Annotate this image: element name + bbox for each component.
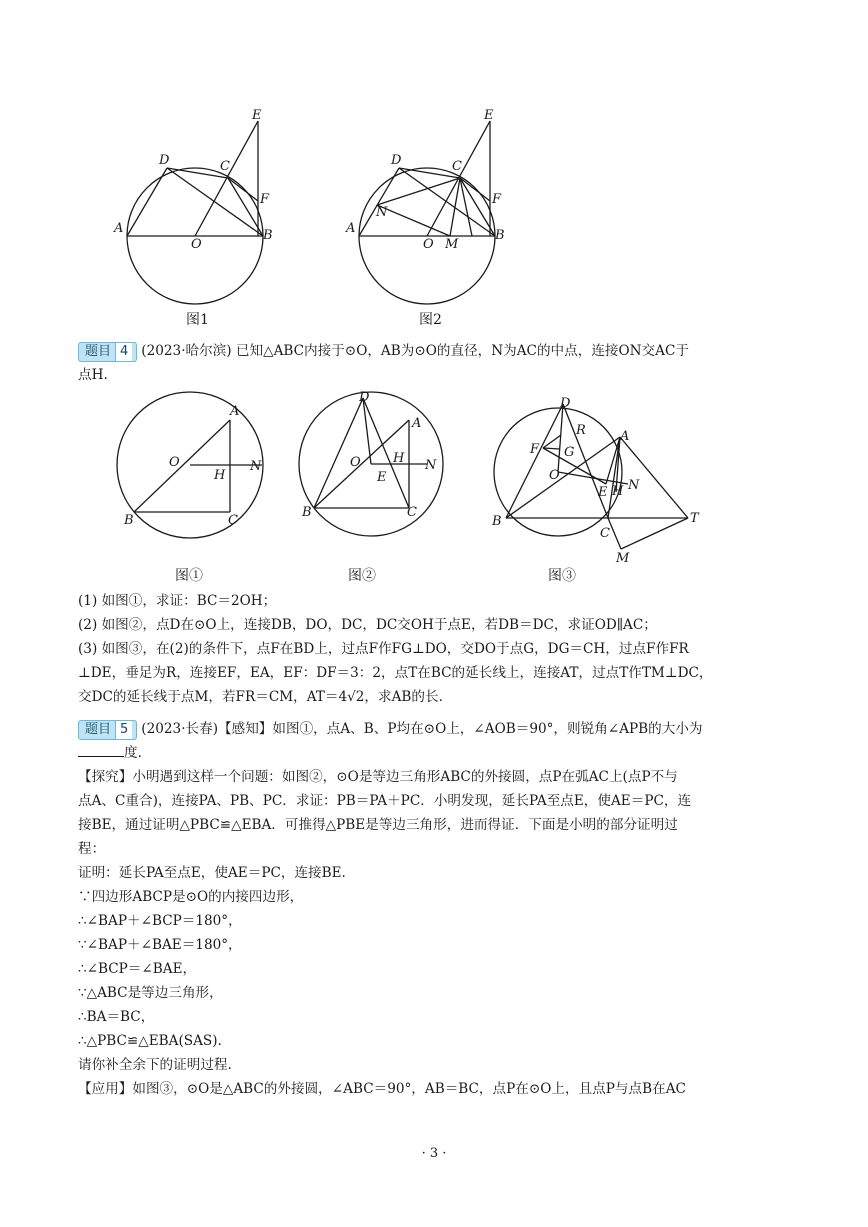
problem4-question-2: (2) 如图②，点D在⊙O上，连接DB，DO，DC，DC交OH于点E，若DB＝DC，求证OD∥AC； bbox=[78, 617, 657, 633]
top-fig1-label-d: D bbox=[159, 153, 170, 168]
p4-fig3-label-e: E bbox=[598, 485, 608, 500]
top-figure-2-diagram bbox=[342, 108, 512, 308]
top-figure-1-caption: 图1 bbox=[186, 312, 209, 328]
problem4-question-3-line1: (3) 如图③，在(2)的条件下，点F在BD上，过点F作FG⊥DO，交DO于点G，DG＝CH，过点F作FR bbox=[78, 641, 689, 657]
top-figure-1-diagram bbox=[110, 108, 280, 308]
problem4-figure-2-diagram bbox=[297, 390, 447, 530]
problem4-badge-number: 4 bbox=[115, 343, 132, 361]
problem4-figure-3 bbox=[488, 392, 708, 567]
p4-fig3-label-a: A bbox=[620, 429, 630, 444]
p4-fig1-label-b: B bbox=[124, 513, 134, 528]
problem5-badge-label: 题目 bbox=[85, 721, 112, 737]
problem5-line1 bbox=[78, 718, 798, 740]
problem5-explore-1: 点A、C重合)，连接PA、PB、PC．求证：PB＝PA＋PC．小明发现，延长PA至点E，使AE＝PC，连 bbox=[78, 793, 692, 809]
problem4-stem-line2: 点H. bbox=[78, 367, 108, 383]
p4-fig1-label-a: A bbox=[230, 404, 240, 419]
top-fig2-label-n: N bbox=[376, 205, 388, 220]
problem5-explore-6: ∴∠BAP＋∠BCP＝180°， bbox=[78, 913, 242, 929]
top-fig2-label-f: F bbox=[492, 192, 502, 207]
p4-fig2-label-n: N bbox=[425, 458, 437, 473]
p4-fig3-label-m: M bbox=[616, 551, 630, 566]
problem4-figure-3-diagram bbox=[488, 392, 708, 567]
p4-fig3-label-f: F bbox=[530, 442, 540, 457]
p4-fig1-label-c: C bbox=[228, 513, 238, 528]
page-number: · 3 · bbox=[421, 1146, 447, 1161]
p4-fig2-label-b: B bbox=[302, 505, 312, 520]
top-fig2-label-a: A bbox=[346, 221, 356, 236]
p4-fig1-label-o: O bbox=[169, 455, 180, 470]
p4-fig2-label-a: A bbox=[412, 416, 422, 431]
p4-fig2-label-h: H bbox=[393, 451, 405, 466]
p4-fig1-label-n: N bbox=[250, 459, 262, 474]
top-fig2-label-o: O bbox=[423, 237, 434, 252]
top-fig1-label-o: O bbox=[191, 237, 202, 252]
problem4-figure-2-caption: 图② bbox=[348, 568, 376, 584]
problem5-explore-2: 接BE，通过证明△PBC≌△EBA．可推得△PBE是等边三角形，进而得证．下面是小明的部分证明过 bbox=[78, 817, 678, 833]
top-fig2-label-d: D bbox=[391, 153, 402, 168]
problem4-figure-3-caption: 图③ bbox=[548, 568, 576, 584]
p4-fig3-label-b: B bbox=[492, 514, 502, 529]
top-fig2-label-e: E bbox=[484, 108, 494, 123]
p4-fig3-label-t: T bbox=[690, 511, 699, 526]
p4-fig3-label-n: N bbox=[628, 478, 640, 493]
p4-fig2-label-o: O bbox=[350, 455, 361, 470]
p4-fig1-label-h: H bbox=[214, 468, 226, 483]
problem5-explore-3: 程： bbox=[78, 841, 106, 857]
top-fig2-label-c: C bbox=[452, 159, 462, 174]
problem4-figure-1-diagram bbox=[112, 400, 282, 535]
top-fig1-label-a: A bbox=[114, 221, 124, 236]
problem5-explore-9: ∵△ABC是等边三角形， bbox=[78, 985, 223, 1001]
problem4-badge bbox=[78, 342, 137, 362]
problem5-badge-number: 5 bbox=[115, 721, 132, 739]
problem5-explore-8: ∴∠BCP＝∠BAE， bbox=[78, 961, 197, 977]
problem4-stem-text: (2023·哈尔滨) 已知△ABC内接于⊙O，AB为⊙O的直径，N为AC的中点，连接ON交AC于 bbox=[141, 343, 689, 359]
problem4-stem-line1 bbox=[78, 340, 798, 362]
top-fig1-label-e: E bbox=[252, 108, 262, 123]
problem5-explore-10: ∴BA＝BC， bbox=[78, 1009, 155, 1025]
top-figure-2 bbox=[342, 108, 512, 308]
problem5-explore-11: ∴△PBC≌△EBA(SAS). bbox=[78, 1033, 222, 1049]
answer-blank[interactable] bbox=[78, 742, 124, 757]
top-fig1-label-b: B bbox=[263, 228, 273, 243]
problem5-explore-7: ∵∠BAP＋∠BAE＝180°， bbox=[78, 937, 242, 953]
problem5-line1-text: (2023·长春)【感知】如图①，点A、B、P均在⊙O上，∠AOB＝90°，则锐角∠APB的大小为 bbox=[141, 721, 703, 737]
p4-fig3-label-d: D bbox=[560, 396, 571, 411]
top-figure-2-caption: 图2 bbox=[419, 312, 442, 328]
problem5-line2-text: 度. bbox=[124, 745, 142, 761]
p4-fig3-label-g: G bbox=[564, 445, 575, 460]
problem4-figure-1 bbox=[112, 400, 282, 535]
problem5-line2 bbox=[78, 742, 798, 764]
p4-fig3-label-o: O bbox=[549, 468, 560, 483]
p4-fig3-label-h: H bbox=[612, 484, 624, 499]
p4-fig2-label-e: E bbox=[377, 470, 387, 485]
p4-fig3-label-c: C bbox=[600, 526, 610, 541]
top-fig1-label-f: F bbox=[260, 192, 270, 207]
top-fig2-label-m: M bbox=[445, 237, 459, 252]
problem4-question-1: (1) 如图①，求证：BC＝2OH； bbox=[78, 593, 277, 609]
top-figure-1 bbox=[110, 108, 280, 308]
problem4-question-3-line3: 交DC的延长线于点M，若FR＝CM，AT＝4√2，求AB的长. bbox=[78, 689, 443, 705]
problem4-badge-label: 题目 bbox=[85, 343, 112, 359]
problem5-explore-12: 请你补全余下的证明过程. bbox=[78, 1057, 232, 1073]
problem5-explore-4: 证明：延长PA至点E，使AE＝PC，连接BE. bbox=[78, 865, 346, 881]
top-fig1-label-c: C bbox=[220, 159, 230, 174]
p4-fig2-label-d: D bbox=[359, 390, 370, 405]
problem5-badge bbox=[78, 720, 137, 740]
p4-fig2-label-c: C bbox=[407, 505, 417, 520]
problem4-figure-2 bbox=[297, 390, 447, 530]
problem5-explore-0: 【探究】小明遇到这样一个问题：如图②，⊙O是等边三角形ABC的外接圆，点P在弧AC上(点P不与 bbox=[78, 769, 678, 785]
problem5-explore-5: ∵四边形ABCP是⊙O的内接四边形， bbox=[78, 889, 304, 905]
problem4-figure-1-caption: 图① bbox=[175, 568, 203, 584]
problem4-question-3-line2: ⊥DE，垂足为R，连接EF，EA，EF：DF＝3：2，点T在BC的延长线上，连接AT，过点T作TM⊥DC， bbox=[78, 665, 713, 681]
p4-fig3-label-r: R bbox=[576, 423, 586, 438]
problem5-explore-13: 【应用】如图③，⊙O是△ABC的外接圆，∠ABC＝90°，AB＝BC，点P在⊙O上，且点P与点B在AC bbox=[78, 1081, 686, 1097]
top-fig2-label-b: B bbox=[495, 228, 505, 243]
